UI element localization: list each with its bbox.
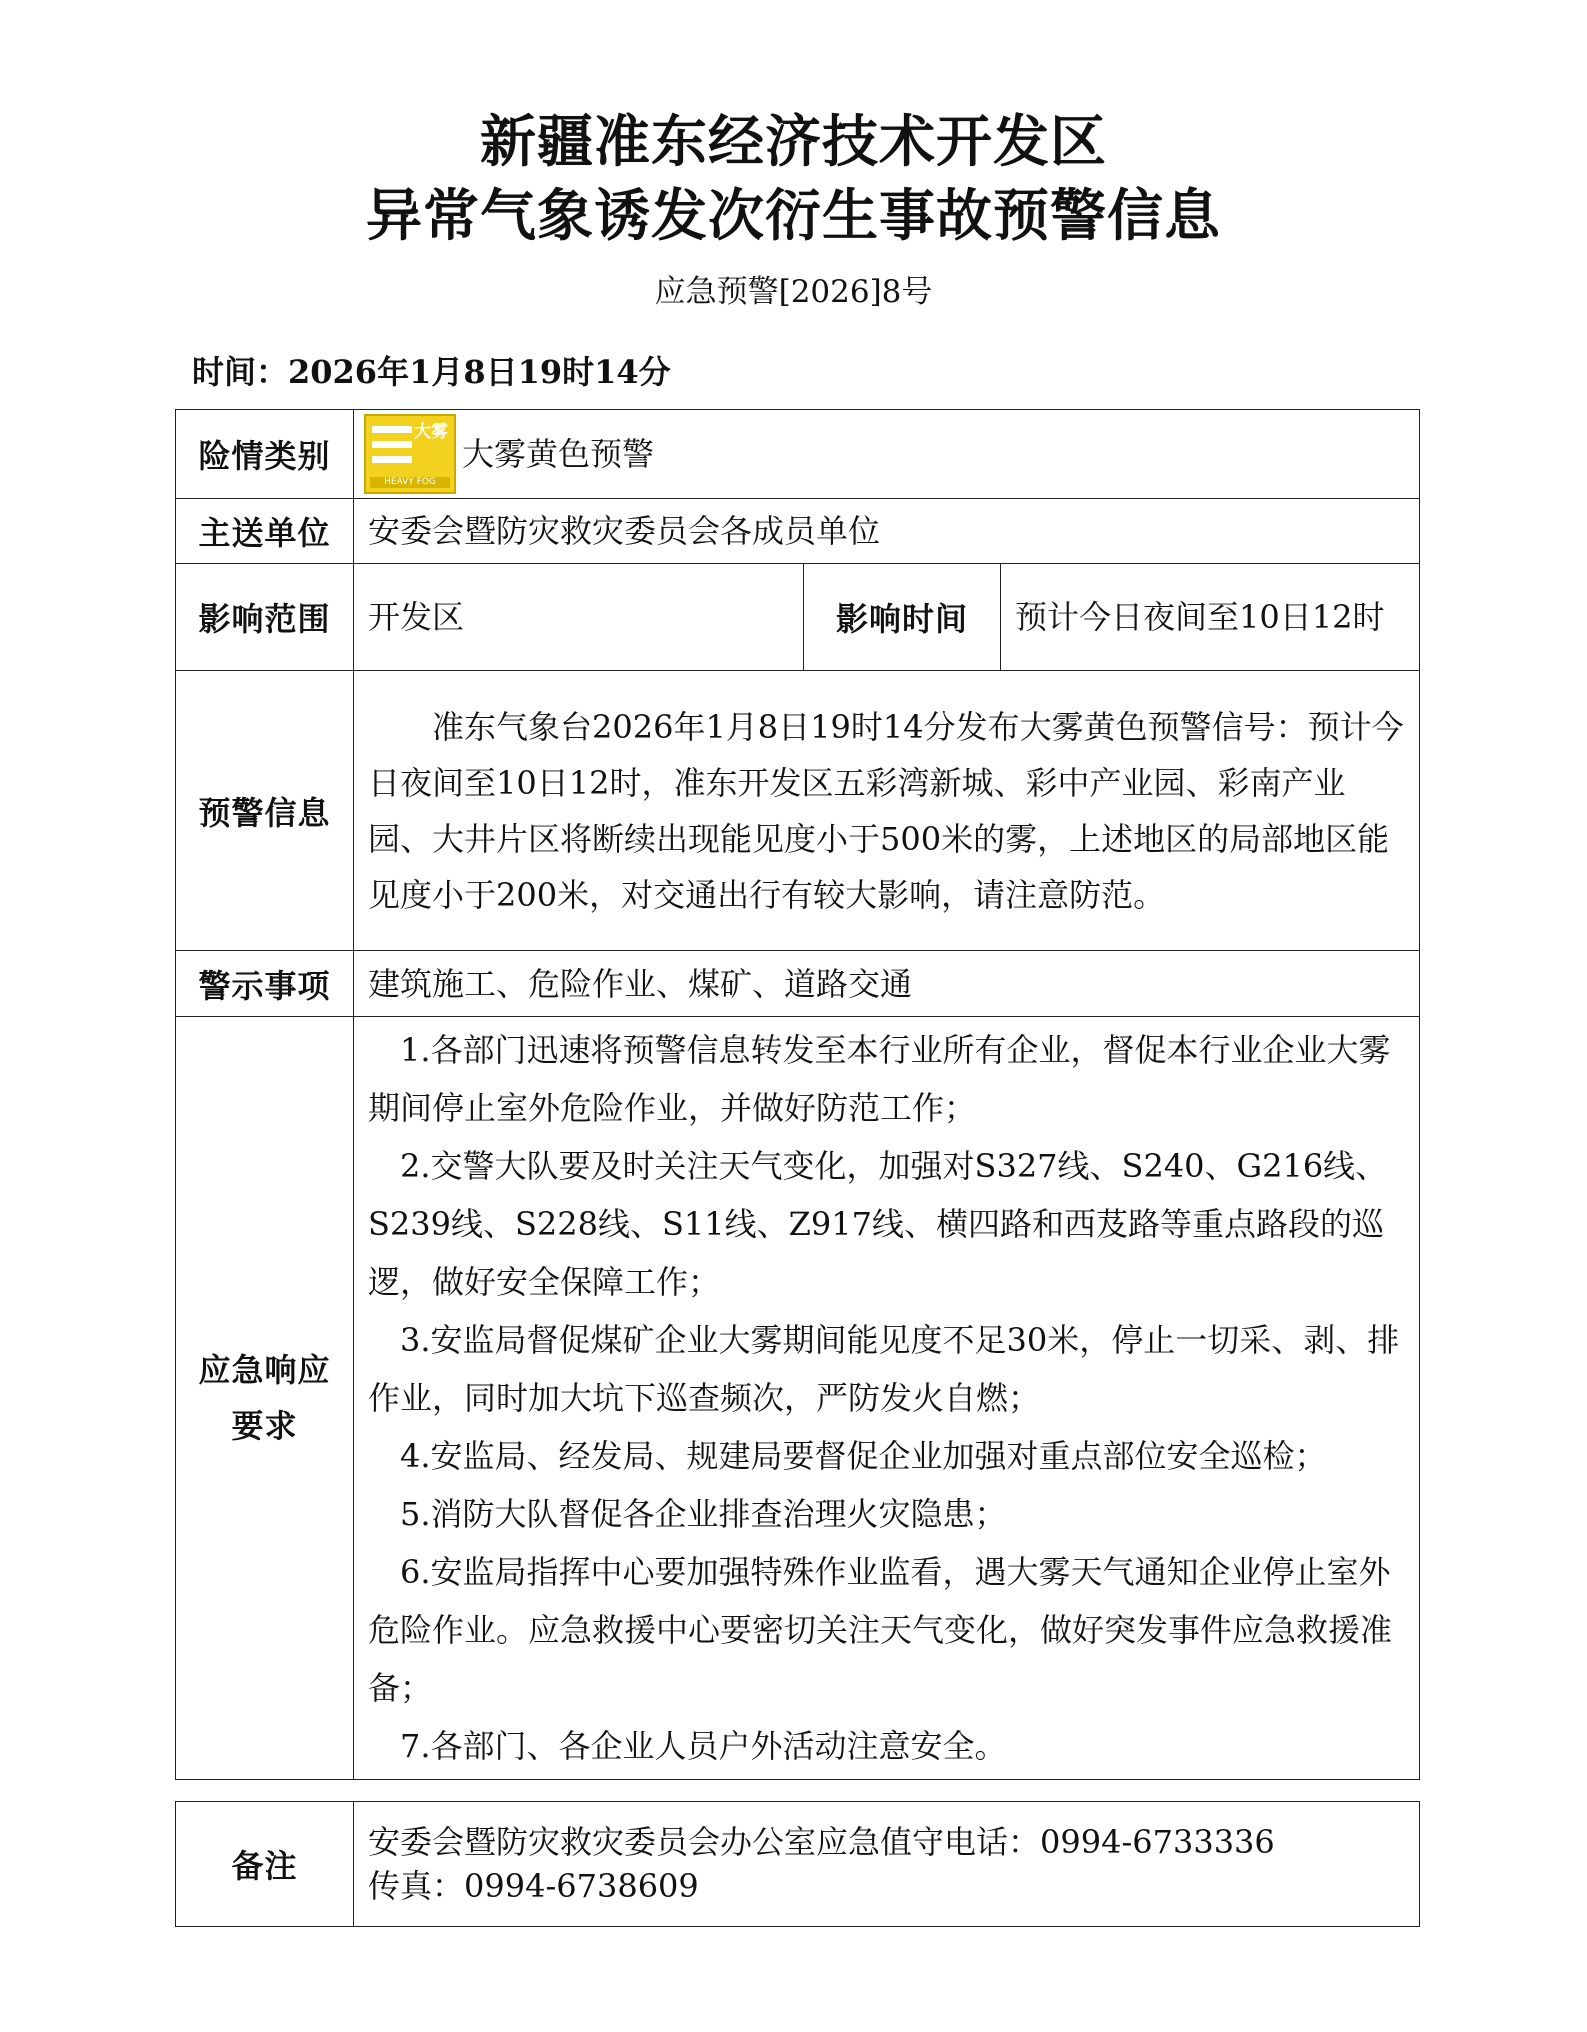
note-table <box>175 1801 1420 1927</box>
row-warning-items <box>176 951 1420 1017</box>
response-item: 2.交警大队要及时关注天气变化，加强对S327线、S240、G216线、S239线、S228线、S11线、Z917线、横四路和西芨路等重点路段的巡逻，做好安全保障工作； <box>368 1147 1388 1301</box>
note-phone: 安委会暨防灾救灾委员会办公室应急值守电话：0994-6733336 <box>368 1823 1275 1861</box>
note-label: 备注 <box>176 1802 354 1927</box>
title-line1: 新疆准东经济技术开发区 <box>480 110 1107 175</box>
danger-type-cell <box>354 410 1420 499</box>
impact-time-value: 预计今日夜间至10日12时 <box>1001 564 1420 671</box>
issue-time: 时间：2026年1月8日19时14分 <box>192 353 671 391</box>
response-item: 6.安监局指挥中心要加强特殊作业监看，遇大雾天气通知企业停止室外危险作业。应急救援中心要密切关注天气变化，做好突发事件应急救援准备； <box>368 1553 1393 1707</box>
warning-info-label: 预警信息 <box>176 671 354 951</box>
warning-table <box>175 409 1420 1780</box>
row-warning-info <box>176 671 1420 951</box>
recipients-value: 安委会暨防灾救灾委员会各成员单位 <box>354 499 1420 564</box>
impact-time-label: 影响时间 <box>804 564 1001 671</box>
warning-items-value: 建筑施工、危险作业、煤矿、道路交通 <box>354 951 1420 1017</box>
note-value <box>354 1802 1420 1927</box>
row-scope <box>176 564 1420 671</box>
title-line2: 异常气象诱发次衍生事故预警信息 <box>366 184 1221 249</box>
response-label: 应急响应要求 <box>176 1017 354 1780</box>
row-response <box>176 1017 1420 1780</box>
response-item: 4.安监局、经发局、规建局要督促企业加强对重点部位安全巡检； <box>400 1437 1327 1475</box>
note-fax: 传真：0994-6738609 <box>368 1867 699 1905</box>
fog-warning-yellow-icon: 大雾 HEAVY FOG <box>364 414 456 494</box>
scope-label: 影响范围 <box>176 564 354 671</box>
row-danger-type <box>176 410 1420 499</box>
doc-number: 应急预警[2026]8号 <box>654 274 933 310</box>
danger-type-value: 大雾黄色预警 <box>462 435 655 473</box>
scope-value: 开发区 <box>354 564 804 671</box>
response-item: 1.各部门迅速将预警信息转发至本行业所有企业，督促本行业企业大雾期间停止室外危险作业，并做好防范工作； <box>368 1031 1391 1127</box>
response-list <box>354 1017 1420 1780</box>
danger-type-label: 险情类别 <box>176 410 354 499</box>
warning-items-label: 警示事项 <box>176 951 354 1017</box>
response-item: 5.消防大队督促各企业排查治理火灾隐患； <box>400 1495 1007 1533</box>
row-note <box>176 1802 1420 1927</box>
recipients-label: 主送单位 <box>176 499 354 564</box>
response-item: 3.安监局督促煤矿企业大雾期间能见度不足30米，停止一切采、剥、排作业，同时加大坑下巡查频次，严防发火自燃； <box>368 1321 1400 1417</box>
row-recipients <box>176 499 1420 564</box>
warning-info-value: 准东气象台2026年1月8日19时14分发布大雾黄色预警信号：预计今日夜间至10日12时，准东开发区五彩湾新城、彩中产业园、彩南产业园、大井片区将断续出现能见度小于500米的雾，上述地区的局部地区能见度小于200米，对交通出行有较大影响，请注意防范。 <box>354 671 1420 951</box>
response-item: 7.各部门、各企业人员户外活动注意安全。 <box>400 1727 1007 1765</box>
